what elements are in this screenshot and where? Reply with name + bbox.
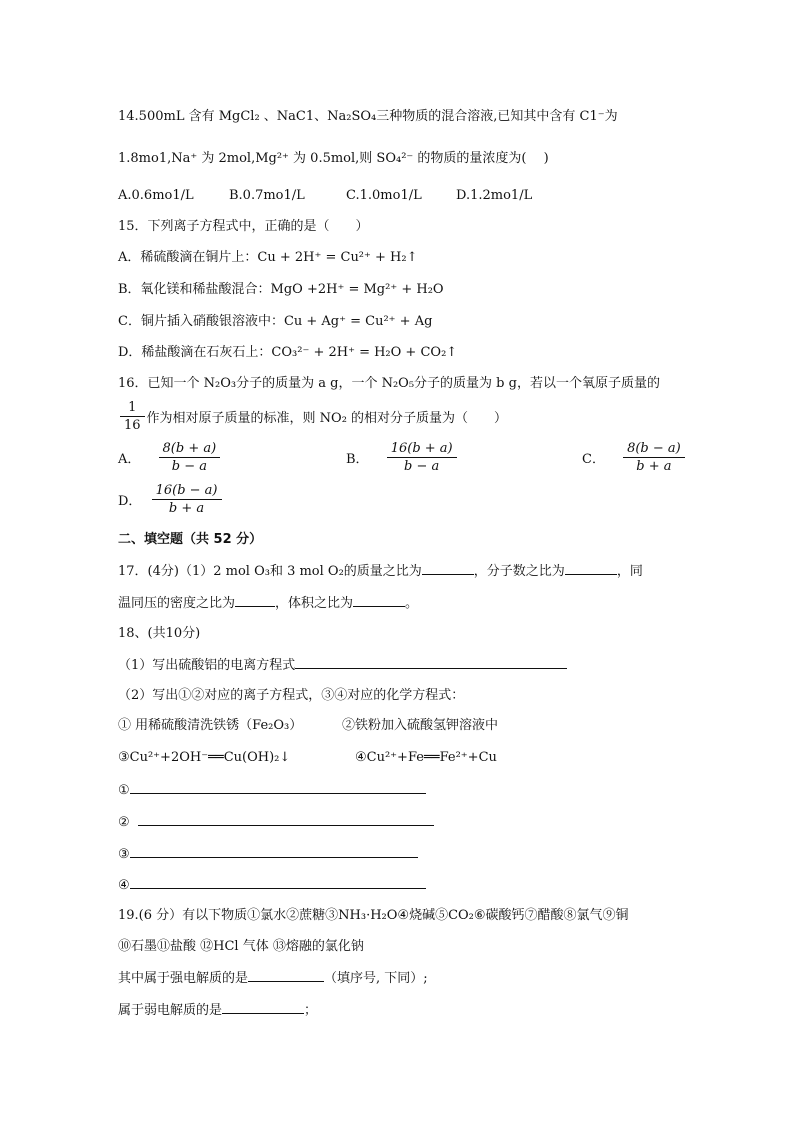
- q18-answer-1: ①: [118, 781, 426, 800]
- q18-item2: ②铁粉加入硫酸氢钾溶液中: [342, 718, 499, 733]
- one-sixteenth-fraction: $\frac{1}{16}$: [120, 399, 145, 434]
- answer-blank[interactable]: [130, 876, 426, 889]
- q18-part2: （2）写出①②对应的离子方程式，③④对应的化学方程式：: [118, 688, 465, 703]
- q15-option-b: B．氧化镁和稀盐酸混合：MgO +2H⁺ = Mg²⁺ + H₂O: [118, 282, 444, 297]
- q16-option-c: C． $\frac{8(b - a)}{b + a}$: [582, 440, 687, 475]
- q19-line4: 属于弱电解质的是 ；: [118, 1003, 318, 1018]
- q18-item1: ① 用稀硫酸清洗铁锈（Fe₂O₃）: [118, 718, 303, 733]
- q14-option-a: A.0.6mo1/L: [118, 188, 194, 203]
- q16-stem-line2: $\frac{1}{16}$ 作为相对原子质量的标准，则 NO₂ 的相对分子质量为（ ）: [118, 399, 507, 434]
- answer-blank[interactable]: [295, 656, 567, 669]
- q18-stem: 18、(共10分): [118, 626, 201, 641]
- q19-line1: 19.(6 分）有以下物质①氯水②蔗糖③NH₃·H₂O④烧碱⑤CO₂⑥碳酸钙⑦醋酸⑧氯气⑨铜: [118, 908, 629, 923]
- answer-blank[interactable]: [130, 781, 426, 794]
- answer-blank[interactable]: [565, 562, 617, 575]
- q15-option-a: A．稀硫酸滴在铜片上：Cu + 2H⁺ = Cu²⁺ + H₂↑: [118, 250, 418, 265]
- answer-blank[interactable]: [138, 813, 434, 826]
- q18-part1: （1）写出硫酸铝的电离方程式: [118, 656, 567, 675]
- answer-blank[interactable]: [422, 562, 474, 575]
- q18-item4: ④Cu²⁺+Fe══Fe²⁺+Cu: [355, 750, 497, 765]
- answer-blank[interactable]: [222, 1001, 304, 1014]
- q16-option-b: B． $\frac{16(b + a)}{b - a}$: [346, 440, 459, 475]
- answer-blank[interactable]: [235, 594, 275, 607]
- q14-line2: 1.8mo1,Na⁺ 为 2mol,Mg²⁺ 为 0.5mol,则 SO₄²⁻ 的物质的量浓度为( ): [118, 151, 549, 166]
- q15-option-d: D．稀盐酸滴在石灰石上：CO₃²⁻ + 2H⁺ = H₂O + CO₂↑: [118, 345, 458, 360]
- q17-line1: 17．(4分)（1）2 mol O₃和 3 mol O₂的质量之比为 ，分子数之比为 ，同: [118, 564, 643, 579]
- q16-option-a: A． $\frac{8(b + a)}{b - a}$: [118, 440, 222, 475]
- q18-item3: ③Cu²⁺+2OH⁻══Cu(OH)₂↓: [118, 750, 291, 765]
- q16-stem: 16．已知一个 N₂O₃分子的质量为 a g，一个 N₂O₅分子的质量为 b g，若以一个氧原子质量的: [118, 376, 660, 391]
- q17-line2: 温同压的密度之比为 ，体积之比为 。: [118, 596, 419, 611]
- q14-line1: 14.500mL 含有 MgCl₂ 、NaC1、Na₂SO₄三种物质的混合溶液,已知其中含有 C1⁻为: [118, 109, 618, 124]
- q15-option-c: C．铜片插入硝酸银溶液中：Cu + Ag⁺ = Cu²⁺ + Ag: [118, 314, 433, 329]
- q14-option-b: B.0.7mo1/L: [229, 188, 305, 203]
- answer-blank[interactable]: [130, 845, 418, 858]
- answer-blank[interactable]: [248, 969, 324, 982]
- q16-option-d: D． $\frac{16(b - a)}{b + a}$: [118, 482, 224, 517]
- q14-option-c: C.1.0mo1/L: [346, 188, 422, 203]
- q18-answer-2: ②: [118, 813, 434, 832]
- q18-answer-4: ④: [118, 876, 426, 895]
- q15-stem: 15．下列离子方程式中，正确的是（ ）: [118, 219, 369, 234]
- section-heading: 二、填空题（共 52 分）: [118, 532, 263, 547]
- answer-blank[interactable]: [353, 594, 405, 607]
- q19-line2: ⑩石墨⑪盐酸 ⑫HCl 气体 ⑬熔融的氯化钠: [118, 939, 364, 954]
- q14-option-d: D.1.2mo1/L: [456, 188, 533, 203]
- q19-line3: 其中属于强电解质的是 （填序号, 下同）;: [118, 971, 428, 986]
- q18-answer-3: ③: [118, 845, 418, 864]
